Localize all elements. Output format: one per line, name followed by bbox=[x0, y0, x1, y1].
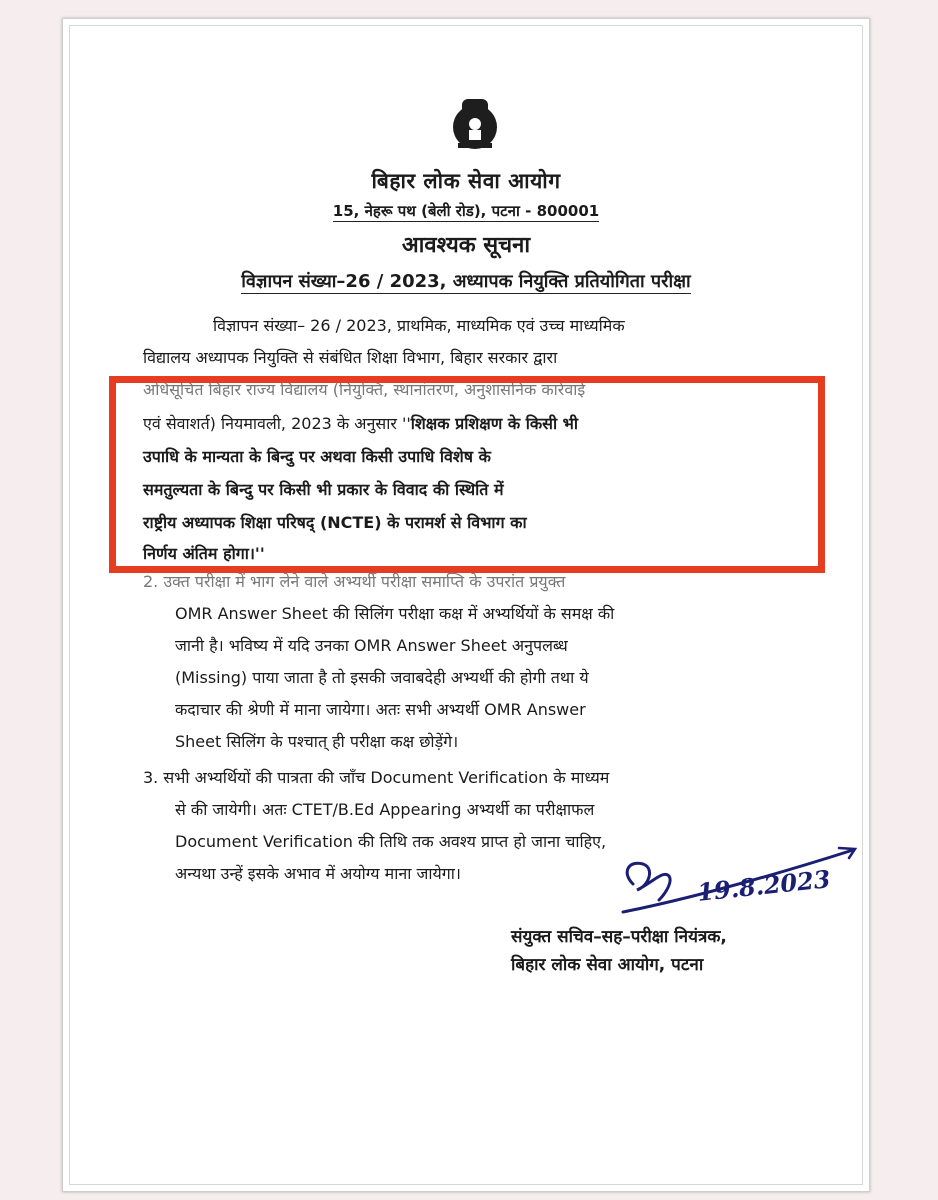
para2-line: जानी है। भविष्य में यदि उनका OMR Answer Sheet अनुपलब्ध bbox=[175, 636, 568, 655]
para2-line: OMR Answer Sheet की सिलिंग परीक्षा कक्ष में अभ्यर्थियों के समक्ष की bbox=[175, 604, 615, 623]
para3-line: अन्यथा उन्हें इसके अभाव में अयोग्य माना जायेगा। bbox=[175, 864, 461, 883]
para1-line: विज्ञापन संख्या– 26 / 2023, प्राथमिक, माध्यमिक एवं उच्च माध्यमिक bbox=[213, 316, 625, 335]
organization-address: 15, नेहरू पथ (बेली रोड), पटना - 800001 bbox=[332, 202, 600, 220]
highlight-box bbox=[109, 376, 825, 573]
notice-title: आवश्यक सूचना bbox=[401, 233, 531, 258]
para1-quote-line: समतुल्यता के बिन्दु पर किसी भी प्रकार के विवाद की स्थिति में bbox=[143, 480, 504, 499]
para2-line: Sheet सिलिंग के पश्चात् ही परीक्षा कक्ष छोड़ेंगे। bbox=[175, 732, 459, 751]
notice-document bbox=[62, 18, 870, 1192]
para1-line: विद्यालय अध्यापक नियुक्ति से संबंधित शिक्षा विभाग, बिहार सरकार द्वारा bbox=[143, 348, 558, 367]
organization-name: बिहार लोक सेवा आयोग bbox=[371, 169, 561, 193]
para1-quote-line: निर्णय अंतिम होगा।'' bbox=[143, 544, 265, 563]
para3-line: से की जायेगी। अतः CTET/B.Ed Appearing अभ्यर्थी का परीक्षाफल bbox=[175, 800, 595, 819]
advertisement-line: विज्ञापन संख्या–26 / 2023, अध्यापक नियुक्ति प्रतियोगिता परीक्षा bbox=[241, 271, 691, 292]
para2-line-obscured: 2. उक्त परीक्षा में भाग लेने वाले अभ्यर्थी परीक्षा समाप्ति के उपरांत प्रयुक्त bbox=[143, 572, 566, 591]
para2-line: कदाचार की श्रेणी में माना जायेगा। अतः सभी अभ्यर्थी OMR Answer bbox=[175, 700, 586, 719]
para3-line: 3. सभी अभ्यर्थियों की पात्रता की जाँच Document Verification के माध्यम bbox=[143, 768, 610, 787]
para3-line: Document Verification की तिथि तक अवश्य प्राप्त हो जाना चाहिए, bbox=[175, 832, 607, 851]
para1-quote-line: उपाधि के मान्यता के बिन्दु पर अथवा किसी उपाधि विशेष के bbox=[143, 447, 491, 466]
para2-line: (Missing) पाया जाता है तो इसकी जवाबदेही अभ्यर्थी की होगी तथा ये bbox=[175, 668, 589, 687]
signature-date: 19.8.2023 bbox=[695, 864, 832, 907]
para1-line: एवं सेवाशर्त) नियमावली, 2023 के अनुसार ''शिक्षक प्रशिक्षण के किसी भी bbox=[143, 414, 579, 433]
state-emblem-icon bbox=[450, 91, 500, 153]
para1-quote-line: राष्ट्रीय अध्यापक शिक्षा परिषद् (NCTE) के परामर्श से विभाग का bbox=[143, 513, 527, 532]
para1-line-obscured: अधिसूचित बिहार राज्य विद्यालय (नियुक्ति, स्थानांतरण, अनुशासनिक कार्रवाई bbox=[143, 380, 586, 399]
signatory-designation: संयुक्त सचिव–सह–परीक्षा नियंत्रक, बिहार लोक सेवा आयोग, पटना bbox=[511, 927, 727, 975]
